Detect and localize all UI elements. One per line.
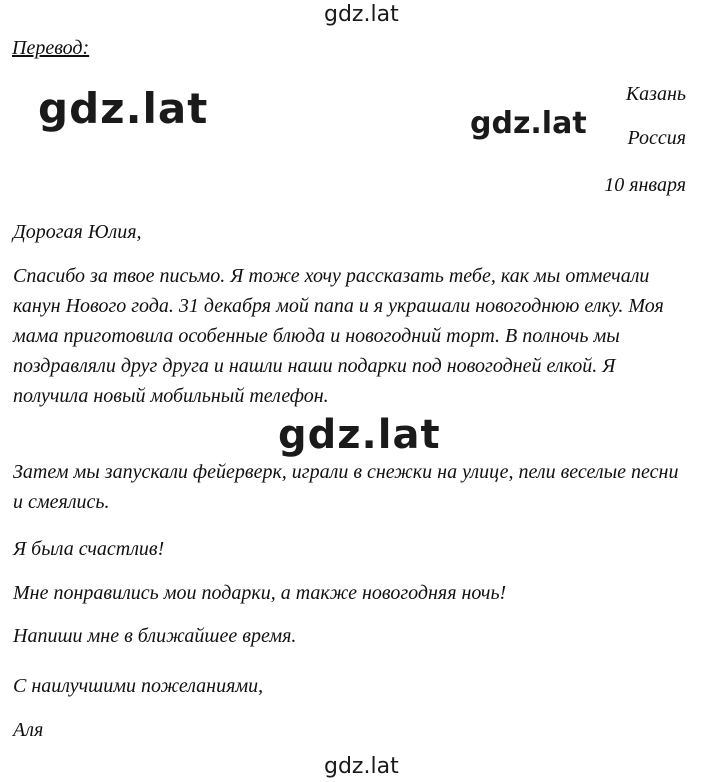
letter-paragraph-1: Спасибо за твое письмо. Я тоже хочу рассказать тебе, как мы отмечали канун Нового года. 31 декабря мой папа и я украшали новогоднюю елку. Моя мама приготовила особенные блюда и новогодний торт. В полночь мы поздравляли друг друга и нашли наши подарки под новогодней елкой. Я получила новый мобильный телефон. <box>13 265 664 407</box>
letter-greeting: Дорогая Юлия, <box>13 221 142 243</box>
letter-paragraph-2: Затем мы запускали фейерверк, играли в снежки на улице, пели веселые песни и смеялись. <box>13 461 679 513</box>
watermark-top: gdz.lat <box>324 2 399 27</box>
letter-paragraph-5: Напиши мне в ближайшее время. <box>13 625 297 647</box>
watermark-right: gdz.lat <box>470 106 587 141</box>
watermark-center: gdz.lat <box>278 412 441 458</box>
letter-date: 10 января <box>604 174 686 196</box>
translation-heading: Перевод: <box>12 37 90 59</box>
watermark-left: gdz.lat <box>38 84 209 133</box>
letter-paragraph-4: Мне понравились мои подарки, а также новогодняя ночь! <box>13 582 507 604</box>
address-country: Россия <box>627 127 686 149</box>
watermark-bottom: gdz.lat <box>324 754 399 779</box>
letter-closing: С наилучшими пожеланиями, <box>13 675 264 697</box>
letter-paragraph-3: Я была счастлив! <box>13 538 165 560</box>
letter-signature: Аля <box>13 719 44 741</box>
address-city: Казань <box>625 83 686 105</box>
